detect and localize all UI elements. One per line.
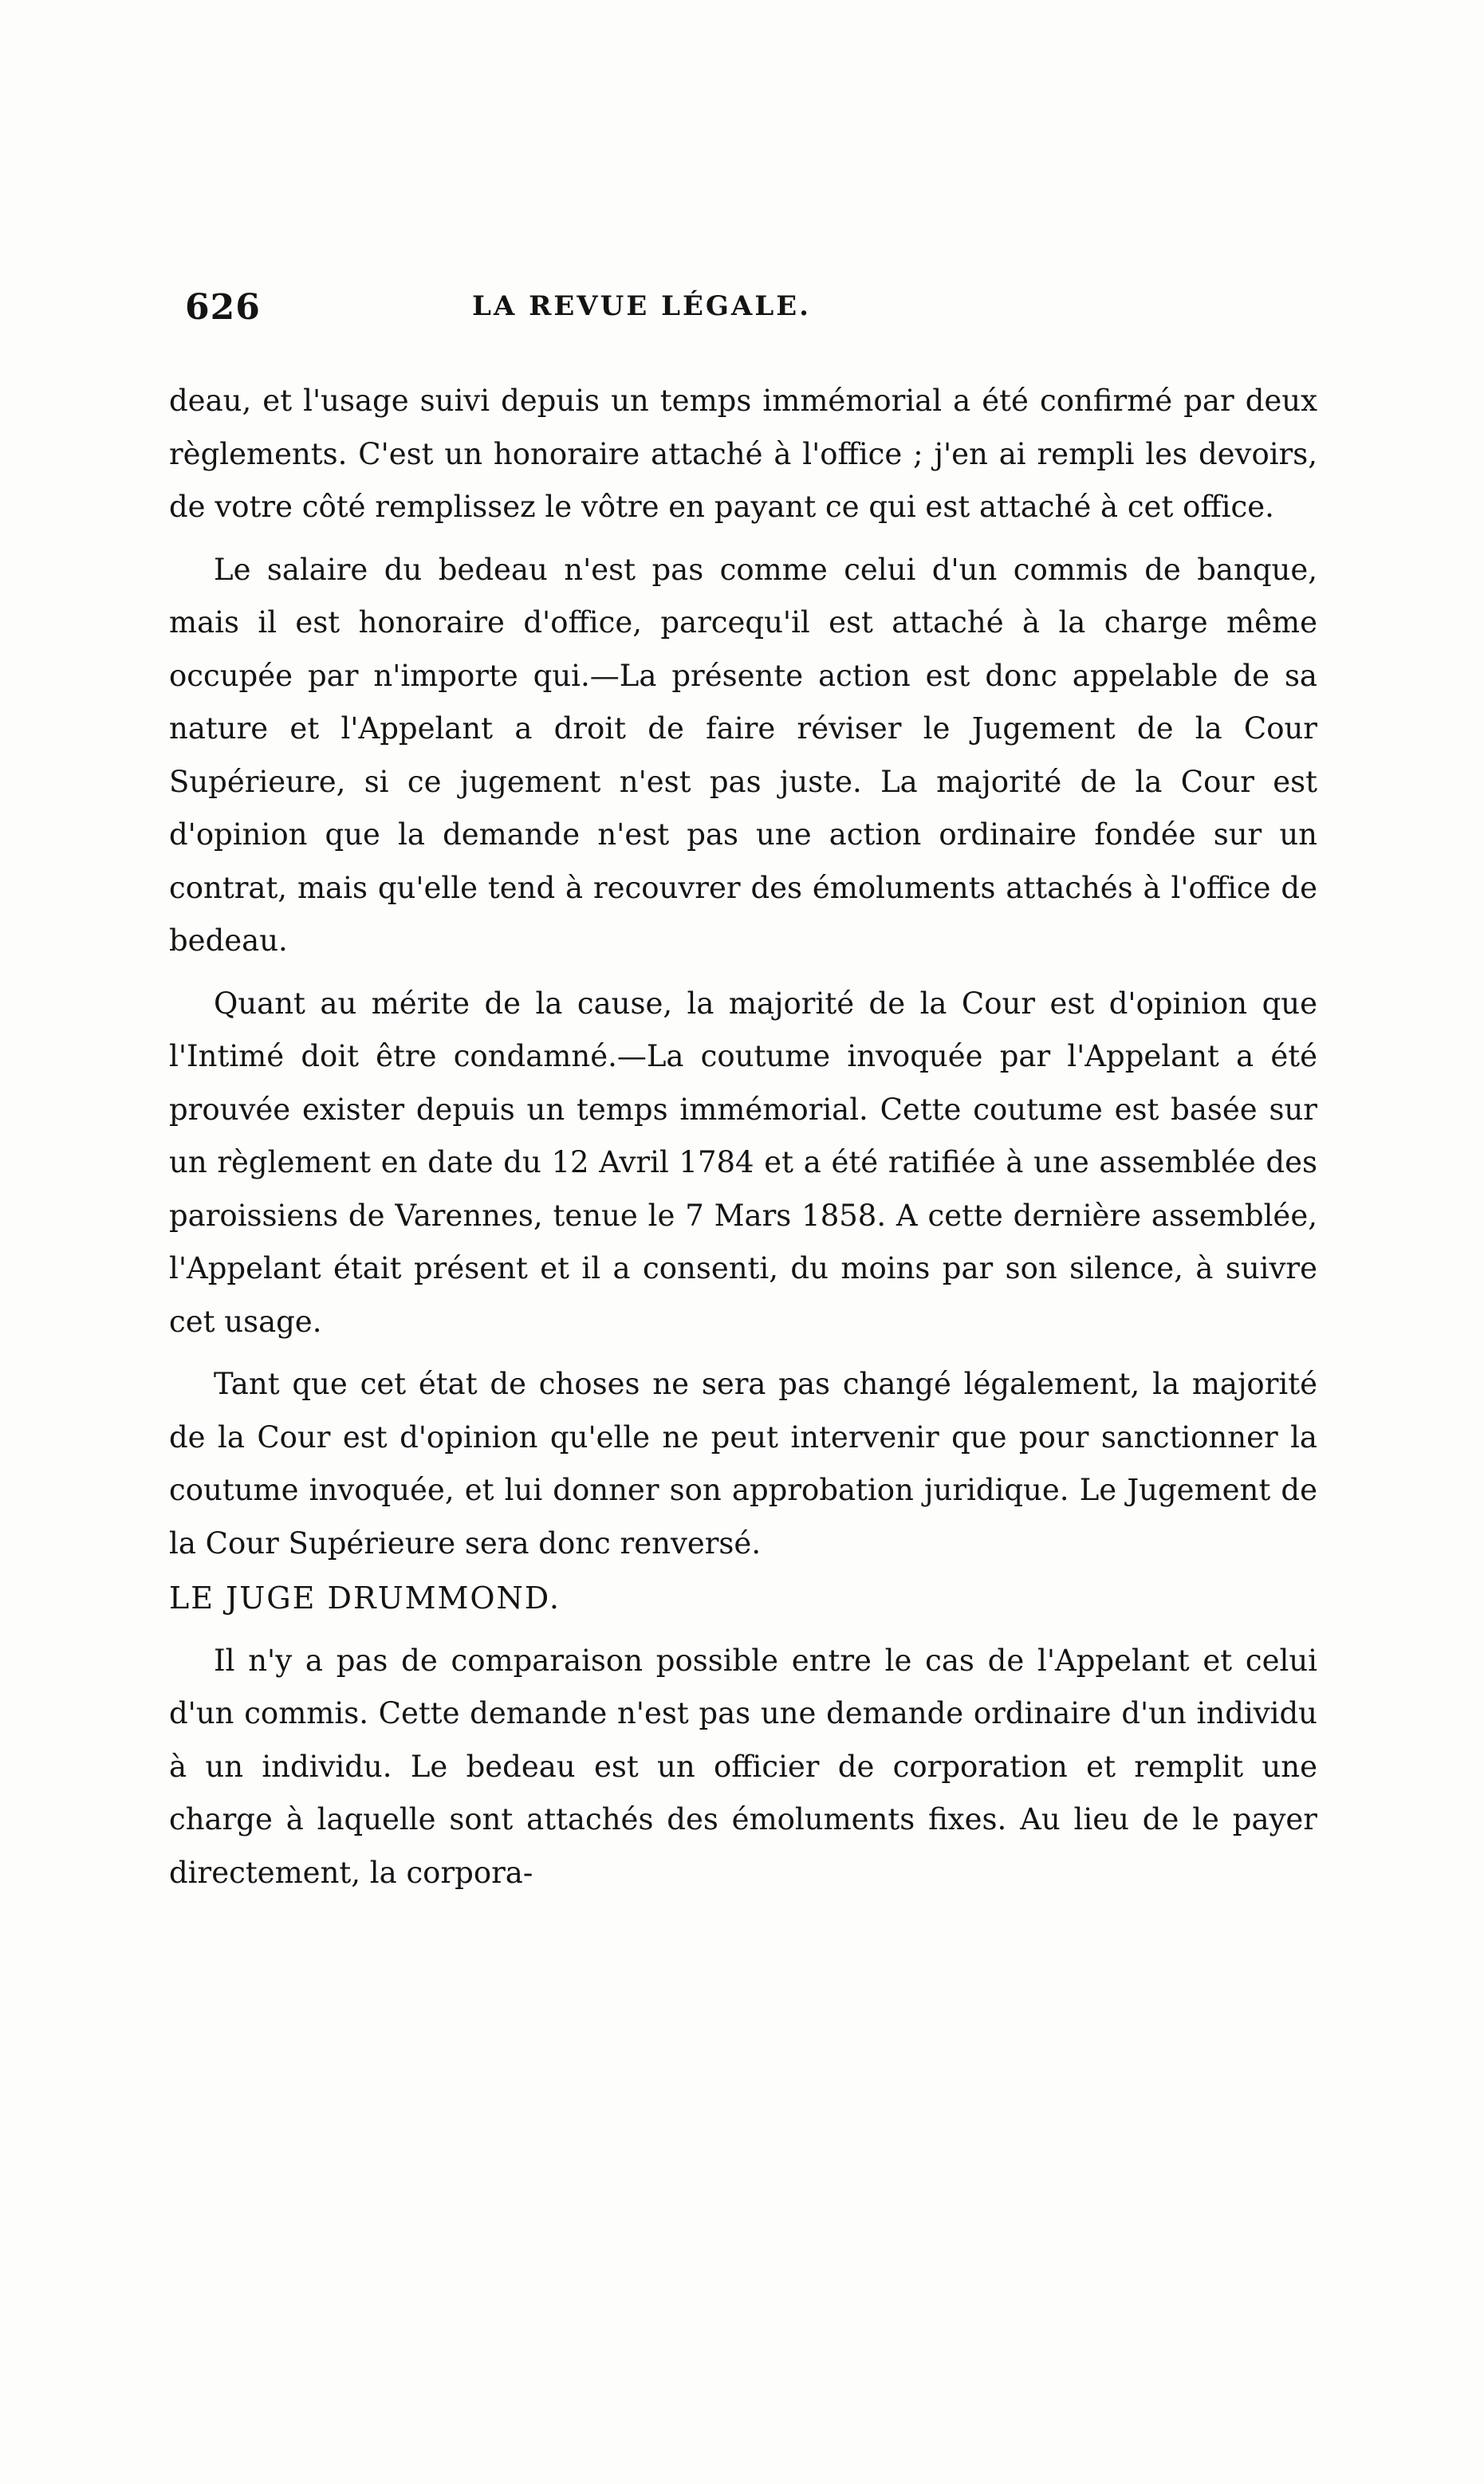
paragraph-2: Le salaire du bedeau n'est pas comme celui d'un commis de banque, mais il est honoraire d'office, parcequ'il est attaché à la charge même occupée par n'importe qui.—La présente action est donc appelable de sa nature et l'Appelant a droit de faire réviser le Jugement de la Cour Supérieure, si ce jugement n'est pas juste. La majorité de la Cour est d'opinion que la demande n'est pas une action ordinaire fondée sur un contrat, mais qu'elle tend à recouvrer des émoluments attachés à l'office de bedeau. [169,552,1317,958]
judge-heading: LE JUGE DRUMMOND. [169,1581,561,1616]
page-number: 626 [185,287,261,328]
paragraph-3: Quant au mérite de la cause, la majorité de la Cour est d'opinion que l'Intimé doit être condamné.—La coutume invoquée par l'Appelant a été prouvée exister depuis un temps immémorial. Cette coutume est basée sur un règlement en date du 12 Avril 1784 et a été ratifiée à une assemblée des paroissiens de Varennes, tenue le 7 Mars 1858. A cette dernière assemblée, l'Appelant était présent et il a consenti, du moins par son silence, à suivre cet usage. [169,986,1317,1339]
paragraph-5: Il n'y a pas de comparaison possible entre le cas de l'Appelant et celui d'un commis. Cette demande n'est pas une demande ordinaire d'un individu à un individu. Le bedeau est un officier de corporation et remplit une charge à laquelle sont attachés des émoluments fixes. Au lieu de le payer directement, la corpora- [169,1643,1317,1890]
paragraph-4: Tant que cet état de choses ne sera pas changé légalement, la majorité de la Cour est d'opinion qu'elle ne peut intervenir que pour sanctionner la coutume invoquée, et lui donner son approbation juridique. Le Jugement de la Cour Supérieure sera donc renversé. [169,1367,1317,1561]
paragraph-1: deau, et l'usage suivi depuis un temps immémorial a été confirmé par deux règlements. C'est un honoraire attaché à l'office ; j'en ai rempli les devoirs, de votre côté remplissez le vôtre en payant ce qui est attaché à cet office. [169,384,1317,524]
body-text [169,375,1317,1899]
running-title: LA REVUE LÉGALE. [472,290,811,322]
page-header [185,287,1317,343]
